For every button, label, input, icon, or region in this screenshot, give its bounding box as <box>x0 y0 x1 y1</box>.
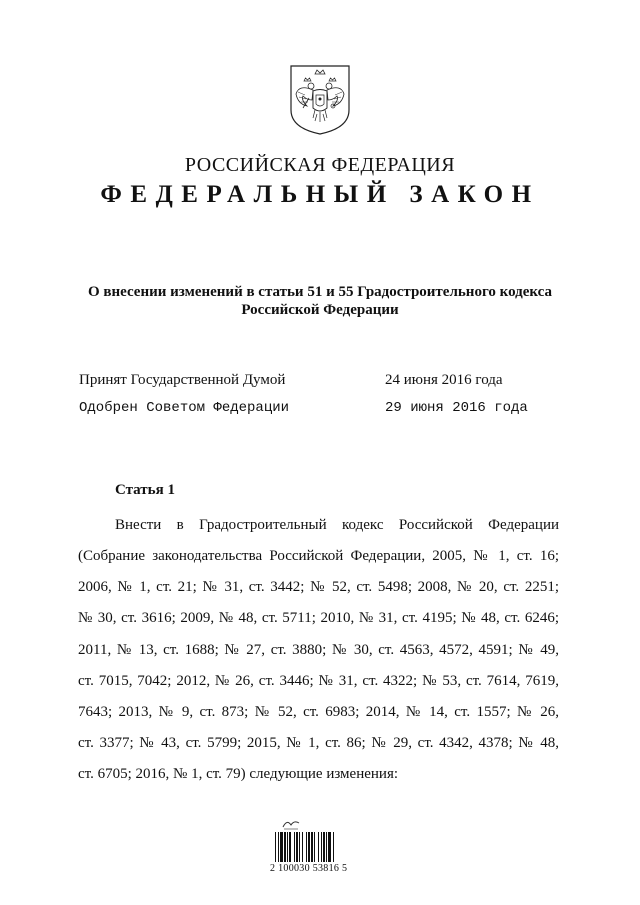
article-text-line: ст. 7015, 7042; 2012, № 26, ст. 3446; № 31, ст. 4322; № 53, ст. 7614, 7619, <box>78 673 559 689</box>
article-text-line: 2011, № 13, ст. 1688; № 27, ст. 3880; № 30, ст. 4563, 4572, 4591; № 49, <box>78 642 559 658</box>
stamp-mark-icon <box>281 817 301 831</box>
article-text-line: № 30, ст. 3616; 2009, № 48, ст. 5711; 2010, № 31, ст. 4195; № 48, ст. 6246; <box>78 610 559 626</box>
article-text-line: Внести в Градостроительный кодекс Российской Федерации <box>115 517 559 533</box>
article-text-line: 7643; 2013, № 9, ст. 873; № 52, ст. 6983; 2014, № 14, ст. 1557; № 26, <box>78 704 559 720</box>
adoption-label: Принят Государственной Думой <box>79 372 286 388</box>
approval-date: 29 июня 2016 года <box>385 400 528 416</box>
article-heading: Статья 1 <box>115 482 175 498</box>
law-type-heading: ФЕДЕРАЛЬНЫЙ ЗАКОН <box>100 181 540 208</box>
article-text-line: ст. 3377; № 43, ст. 5799; 2015, № 1, ст. 86; № 29, ст. 4342, 4378; № 48, <box>78 735 559 751</box>
law-title-line: Российской Федерации <box>241 302 399 318</box>
coat-of-arms-icon <box>289 64 351 136</box>
article-text-line: 2006, № 1, ст. 21; № 31, ст. 3442; № 52, ст. 5498; 2008, № 20, ст. 2251; <box>78 579 559 595</box>
law-title-line: О внесении изменений в статьи 51 и 55 Градостроительного кодекса <box>87 284 553 300</box>
approval-label: Одобрен Советом Федерации <box>79 400 290 416</box>
article-text-line: (Собрание законодательства Российской Федерации, 2005, № 1, ст. 16; <box>78 548 559 564</box>
law-title <box>60 283 580 319</box>
country-name: РОССИЙСКАЯ ФЕДЕРАЦИЯ <box>184 154 456 176</box>
article-text-line: ст. 6705; 2016, № 1, ст. 79) следующие изменения: <box>78 766 399 782</box>
barcode-icon <box>274 832 363 862</box>
barcode-number: 2 100030 53816 5 <box>270 863 348 874</box>
adoption-date: 24 июня 2016 года <box>385 372 503 388</box>
